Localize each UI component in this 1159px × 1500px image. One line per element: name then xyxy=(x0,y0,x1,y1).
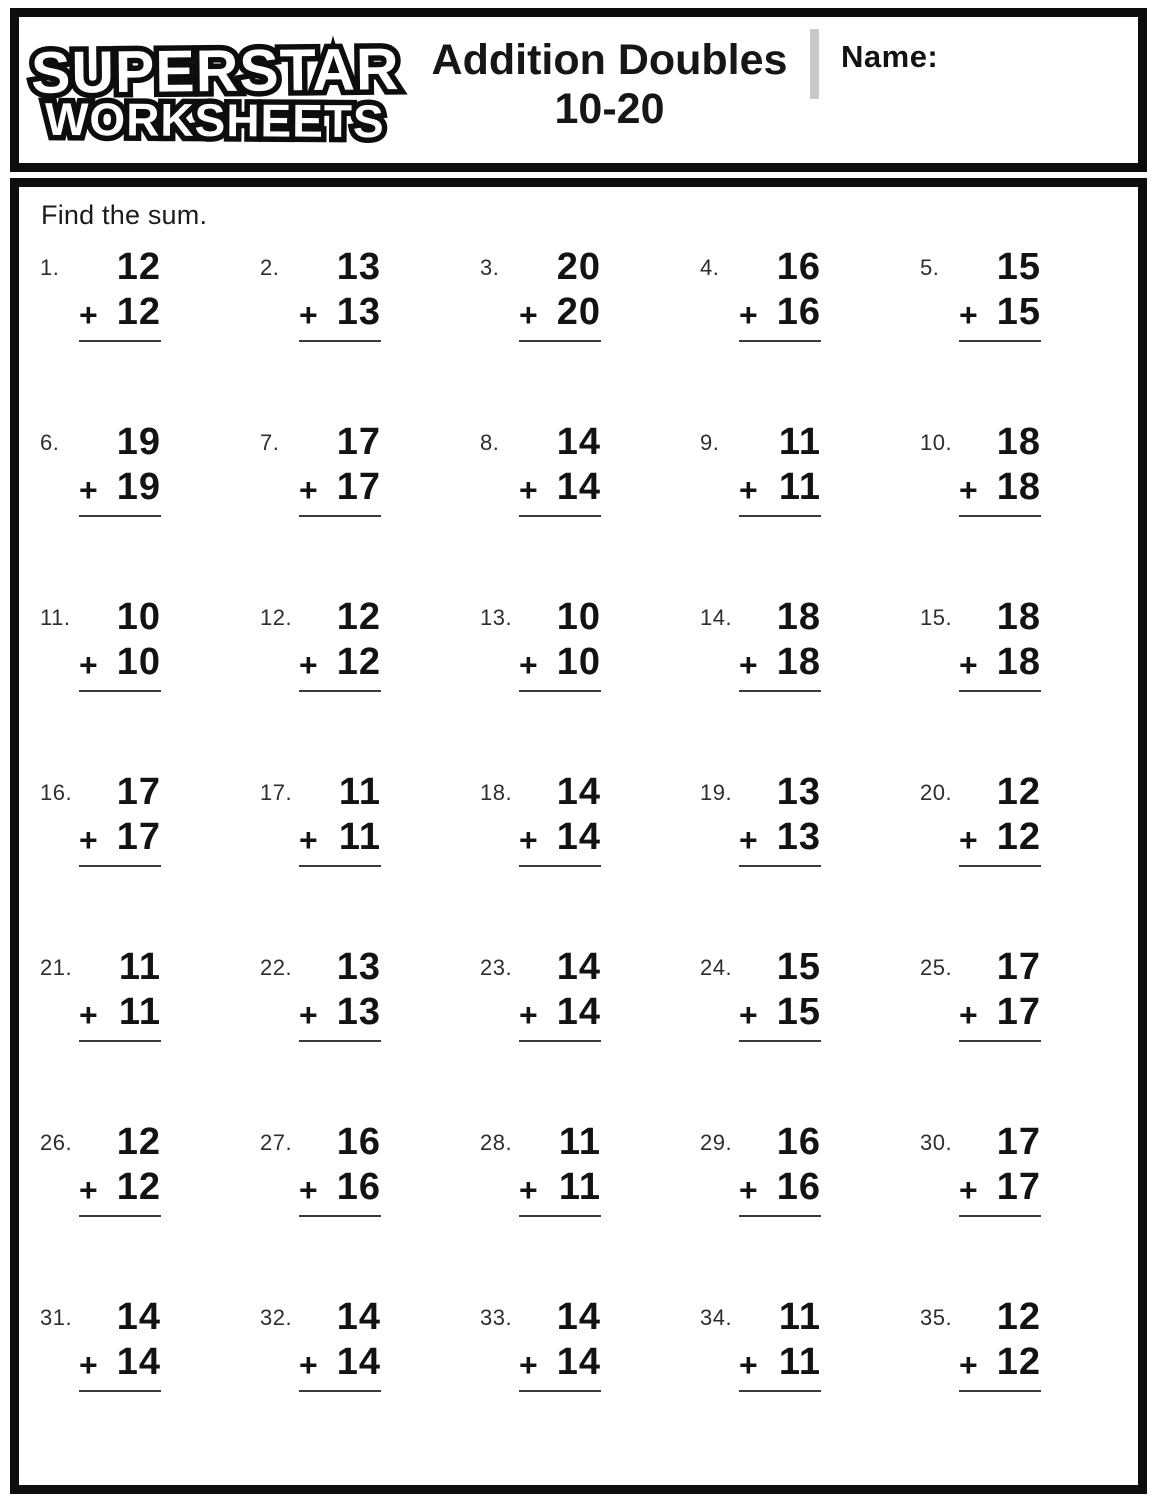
problem-body xyxy=(79,598,161,692)
bottom-operand-row xyxy=(79,643,161,681)
answer-line xyxy=(299,340,381,342)
problem-body xyxy=(519,248,601,342)
answer-line xyxy=(959,690,1041,692)
problem-body xyxy=(739,948,821,1042)
problem-number: 18. xyxy=(480,780,513,805)
problem-body xyxy=(299,1123,381,1217)
problem-body xyxy=(739,1123,821,1217)
bottom-operand: 12 xyxy=(116,291,161,333)
problem-30 xyxy=(913,1115,1133,1290)
bottom-operand: 14 xyxy=(556,816,601,858)
bottom-operand: 11 xyxy=(118,991,161,1033)
problem-15 xyxy=(913,590,1133,765)
bottom-operand: 14 xyxy=(336,1341,381,1383)
problem-34 xyxy=(693,1290,913,1465)
bottom-operand-row xyxy=(79,468,161,506)
top-operand: 12 xyxy=(996,1296,1041,1338)
bottom-operand: 14 xyxy=(116,1341,161,1383)
bottom-operand-row xyxy=(79,818,161,856)
problem-body xyxy=(299,248,381,342)
problem-10 xyxy=(913,415,1133,590)
problem-body xyxy=(959,948,1041,1042)
bottom-operand-row xyxy=(959,1343,1041,1381)
problem-27 xyxy=(253,1115,473,1290)
answer-line xyxy=(299,1215,381,1217)
bottom-operand-row xyxy=(79,993,161,1031)
bottom-operand-row xyxy=(519,643,601,681)
plus-sign: + xyxy=(739,1172,758,1208)
problem-number: 11. xyxy=(40,605,71,630)
bottom-operand-row xyxy=(739,643,821,681)
answer-line xyxy=(519,1390,601,1392)
bottom-operand-row xyxy=(299,643,381,681)
bottom-operand: 12 xyxy=(996,816,1041,858)
answer-line xyxy=(519,865,601,867)
bottom-operand-row xyxy=(739,993,821,1031)
problem-19 xyxy=(693,765,913,940)
problem-number: 4. xyxy=(700,255,720,280)
problem-8 xyxy=(473,415,693,590)
problem-number: 3. xyxy=(480,255,500,280)
answer-line xyxy=(739,515,821,517)
top-operand: 14 xyxy=(336,1296,381,1338)
bottom-operand-row xyxy=(519,293,601,331)
problem-number: 5. xyxy=(920,255,940,280)
problem-body xyxy=(739,773,821,867)
problem-number: 29. xyxy=(700,1130,733,1155)
problems-grid xyxy=(19,240,1138,1465)
problem-body xyxy=(519,948,601,1042)
problem-number: 8. xyxy=(480,430,500,455)
problem-13 xyxy=(473,590,693,765)
problem-9 xyxy=(693,415,913,590)
problem-body xyxy=(959,598,1041,692)
problem-body xyxy=(79,1123,161,1217)
plus-sign: + xyxy=(519,997,538,1033)
plus-sign: + xyxy=(299,1172,318,1208)
problem-number: 24. xyxy=(700,955,733,980)
problem-number: 28. xyxy=(480,1130,513,1155)
problem-12 xyxy=(253,590,473,765)
top-operand: 17 xyxy=(336,421,381,463)
top-operand: 15 xyxy=(996,246,1041,288)
top-operand: 13 xyxy=(776,771,821,813)
bottom-operand: 18 xyxy=(776,641,821,683)
plus-sign: + xyxy=(79,1172,98,1208)
top-operand: 14 xyxy=(556,771,601,813)
bottom-operand: 14 xyxy=(556,991,601,1033)
problem-body xyxy=(519,1298,601,1392)
answer-line xyxy=(959,515,1041,517)
bottom-operand-row xyxy=(519,993,601,1031)
problem-number: 33. xyxy=(480,1305,513,1330)
top-operand: 14 xyxy=(556,946,601,988)
bottom-operand: 17 xyxy=(116,816,161,858)
problem-body xyxy=(299,773,381,867)
problem-number: 22. xyxy=(260,955,293,980)
plus-sign: + xyxy=(519,1347,538,1383)
bottom-operand: 17 xyxy=(996,1166,1041,1208)
bottom-operand: 20 xyxy=(556,291,601,333)
problem-number: 2. xyxy=(260,255,280,280)
bottom-operand: 10 xyxy=(116,641,161,683)
answer-line xyxy=(299,1390,381,1392)
problem-body xyxy=(739,423,821,517)
problem-number: 17. xyxy=(260,780,293,805)
top-operand: 11 xyxy=(338,771,381,813)
answer-line xyxy=(519,690,601,692)
problem-number: 9. xyxy=(700,430,720,455)
problem-body xyxy=(519,773,601,867)
answer-line xyxy=(959,340,1041,342)
plus-sign: + xyxy=(299,647,318,683)
bottom-operand-row xyxy=(79,293,161,331)
problem-number: 31. xyxy=(40,1305,73,1330)
title-line-1: Addition Doubles xyxy=(431,35,788,84)
top-operand: 12 xyxy=(996,771,1041,813)
answer-line xyxy=(519,340,601,342)
top-operand: 10 xyxy=(556,596,601,638)
bottom-operand-row xyxy=(959,1168,1041,1206)
problem-23 xyxy=(473,940,693,1115)
bottom-operand-row xyxy=(519,818,601,856)
answer-line xyxy=(519,515,601,517)
worksheet-body xyxy=(10,178,1147,1494)
plus-sign: + xyxy=(79,297,98,333)
bottom-operand: 11 xyxy=(778,1341,821,1383)
bottom-operand-row xyxy=(519,468,601,506)
problem-body xyxy=(299,1298,381,1392)
bottom-operand-row xyxy=(739,293,821,331)
name-section xyxy=(808,17,1138,163)
answer-line xyxy=(79,1390,161,1392)
answer-line xyxy=(79,690,161,692)
top-operand: 11 xyxy=(558,1121,601,1163)
worksheet-title xyxy=(411,17,808,163)
plus-sign: + xyxy=(959,822,978,858)
plus-sign: + xyxy=(299,472,318,508)
problem-number: 35. xyxy=(920,1305,953,1330)
bottom-operand-row xyxy=(519,1343,601,1381)
bottom-operand-row xyxy=(299,818,381,856)
plus-sign: + xyxy=(739,647,758,683)
problem-body xyxy=(959,423,1041,517)
answer-line xyxy=(739,1215,821,1217)
bottom-operand: 19 xyxy=(116,466,161,508)
problem-16 xyxy=(33,765,253,940)
bottom-operand: 11 xyxy=(558,1166,601,1208)
problem-25 xyxy=(913,940,1133,1115)
problem-number: 15. xyxy=(920,605,953,630)
bottom-operand: 16 xyxy=(776,1166,821,1208)
plus-sign: + xyxy=(959,1347,978,1383)
plus-sign: + xyxy=(519,1172,538,1208)
problem-number: 7. xyxy=(260,430,280,455)
plus-sign: + xyxy=(959,997,978,1033)
bottom-operand-row xyxy=(79,1168,161,1206)
top-operand: 10 xyxy=(116,596,161,638)
answer-line xyxy=(79,1040,161,1042)
bottom-operand-row xyxy=(959,993,1041,1031)
answer-line xyxy=(299,515,381,517)
bottom-operand-row xyxy=(299,293,381,331)
problem-number: 32. xyxy=(260,1305,293,1330)
plus-sign: + xyxy=(299,822,318,858)
bottom-operand: 13 xyxy=(336,291,381,333)
bottom-operand: 11 xyxy=(778,466,821,508)
superstar-worksheets-logo xyxy=(19,17,411,163)
answer-line xyxy=(739,1040,821,1042)
bottom-operand-row xyxy=(519,1168,601,1206)
title-line-2: 10-20 xyxy=(554,85,665,133)
problem-32 xyxy=(253,1290,473,1465)
top-operand: 18 xyxy=(996,421,1041,463)
problem-3 xyxy=(473,240,693,415)
bottom-operand-row xyxy=(959,468,1041,506)
problem-body xyxy=(739,598,821,692)
top-operand: 17 xyxy=(996,946,1041,988)
problem-number: 12. xyxy=(260,605,293,630)
top-operand: 11 xyxy=(778,421,821,463)
bottom-operand: 14 xyxy=(556,466,601,508)
logo-text-worksheets: WORKSHEETS xyxy=(44,92,386,147)
problem-number: 13. xyxy=(480,605,513,630)
problem-number: 23. xyxy=(480,955,513,980)
plus-sign: + xyxy=(299,297,318,333)
answer-line xyxy=(299,1040,381,1042)
top-operand: 12 xyxy=(116,246,161,288)
answer-line xyxy=(79,340,161,342)
problem-11 xyxy=(33,590,253,765)
problem-body xyxy=(79,423,161,517)
problem-35 xyxy=(913,1290,1133,1465)
top-operand: 14 xyxy=(556,421,601,463)
problem-body xyxy=(79,1298,161,1392)
top-operand: 20 xyxy=(556,246,601,288)
problem-number: 6. xyxy=(40,430,60,455)
bottom-operand: 17 xyxy=(336,466,381,508)
plus-sign: + xyxy=(959,297,978,333)
plus-sign: + xyxy=(739,1347,758,1383)
problem-body xyxy=(299,948,381,1042)
problem-33 xyxy=(473,1290,693,1465)
plus-sign: + xyxy=(79,822,98,858)
bottom-operand: 16 xyxy=(776,291,821,333)
problem-2 xyxy=(253,240,473,415)
problem-number: 30. xyxy=(920,1130,953,1155)
problem-number: 10. xyxy=(920,430,953,455)
problem-number: 34. xyxy=(700,1305,733,1330)
problem-number: 21. xyxy=(40,955,73,980)
problem-6 xyxy=(33,415,253,590)
problem-number: 20. xyxy=(920,780,953,805)
bottom-operand: 18 xyxy=(996,641,1041,683)
top-operand: 13 xyxy=(336,946,381,988)
bottom-operand-row xyxy=(959,818,1041,856)
answer-line xyxy=(959,1040,1041,1042)
bottom-operand: 12 xyxy=(116,1166,161,1208)
answer-line xyxy=(959,865,1041,867)
bottom-operand-row xyxy=(959,293,1041,331)
logo-text-superstar: SUPERSTAR xyxy=(30,35,400,106)
problem-5 xyxy=(913,240,1133,415)
answer-line xyxy=(519,1215,601,1217)
plus-sign: + xyxy=(959,1172,978,1208)
problem-1 xyxy=(33,240,253,415)
problem-26 xyxy=(33,1115,253,1290)
plus-sign: + xyxy=(519,822,538,858)
bottom-operand-row xyxy=(739,468,821,506)
answer-line xyxy=(959,1390,1041,1392)
answer-line xyxy=(739,340,821,342)
plus-sign: + xyxy=(519,472,538,508)
problem-number: 14. xyxy=(700,605,733,630)
bottom-operand-row xyxy=(299,1343,381,1381)
problem-18 xyxy=(473,765,693,940)
problem-body xyxy=(959,248,1041,342)
bottom-operand: 10 xyxy=(556,641,601,683)
name-divider-bar xyxy=(810,29,819,99)
bottom-operand: 13 xyxy=(336,991,381,1033)
plus-sign: + xyxy=(519,297,538,333)
problem-body xyxy=(959,1298,1041,1392)
answer-line xyxy=(519,1040,601,1042)
problem-number: 25. xyxy=(920,955,953,980)
top-operand: 12 xyxy=(336,596,381,638)
top-operand: 19 xyxy=(116,421,161,463)
top-operand: 16 xyxy=(776,1121,821,1163)
answer-line xyxy=(79,865,161,867)
top-operand: 12 xyxy=(116,1121,161,1163)
problem-29 xyxy=(693,1115,913,1290)
problem-body xyxy=(519,423,601,517)
problem-28 xyxy=(473,1115,693,1290)
instruction-text: Find the sum. xyxy=(41,200,208,230)
bottom-operand: 13 xyxy=(776,816,821,858)
answer-line xyxy=(79,1215,161,1217)
problem-body xyxy=(519,598,601,692)
plus-sign: + xyxy=(959,472,978,508)
problem-body xyxy=(79,773,161,867)
top-operand: 18 xyxy=(996,596,1041,638)
plus-sign: + xyxy=(739,997,758,1033)
answer-line xyxy=(739,690,821,692)
top-operand: 14 xyxy=(556,1296,601,1338)
plus-sign: + xyxy=(79,997,98,1033)
problem-body xyxy=(79,248,161,342)
problem-body xyxy=(79,948,161,1042)
problem-17 xyxy=(253,765,473,940)
plus-sign: + xyxy=(739,297,758,333)
top-operand: 11 xyxy=(778,1296,821,1338)
answer-line xyxy=(299,865,381,867)
plus-sign: + xyxy=(739,472,758,508)
bottom-operand: 12 xyxy=(996,1341,1041,1383)
problem-body xyxy=(739,248,821,342)
plus-sign: + xyxy=(959,647,978,683)
top-operand: 16 xyxy=(776,246,821,288)
bottom-operand-row xyxy=(739,1343,821,1381)
top-operand: 15 xyxy=(776,946,821,988)
problem-4 xyxy=(693,240,913,415)
problem-body xyxy=(739,1298,821,1392)
problem-7 xyxy=(253,415,473,590)
problem-body xyxy=(299,423,381,517)
problem-21 xyxy=(33,940,253,1115)
problem-31 xyxy=(33,1290,253,1465)
bottom-operand-row xyxy=(299,1168,381,1206)
worksheet-header xyxy=(10,8,1147,172)
bottom-operand: 11 xyxy=(338,816,381,858)
plus-sign: + xyxy=(79,1347,98,1383)
bottom-operand-row xyxy=(299,468,381,506)
top-operand: 17 xyxy=(996,1121,1041,1163)
plus-sign: + xyxy=(519,647,538,683)
top-operand: 13 xyxy=(336,246,381,288)
bottom-operand: 17 xyxy=(996,991,1041,1033)
bottom-operand: 18 xyxy=(996,466,1041,508)
bottom-operand: 16 xyxy=(336,1166,381,1208)
problem-number: 19. xyxy=(700,780,733,805)
problem-number: 16. xyxy=(40,780,73,805)
problem-body xyxy=(959,1123,1041,1217)
problem-number: 1. xyxy=(40,255,60,280)
bottom-operand-row xyxy=(739,818,821,856)
answer-line xyxy=(79,515,161,517)
bottom-operand: 12 xyxy=(336,641,381,683)
top-operand: 16 xyxy=(336,1121,381,1163)
problem-body xyxy=(519,1123,601,1217)
problem-22 xyxy=(253,940,473,1115)
problem-14 xyxy=(693,590,913,765)
bottom-operand-row xyxy=(79,1343,161,1381)
name-label: Name: xyxy=(841,39,939,74)
problem-24 xyxy=(693,940,913,1115)
problem-number: 26. xyxy=(40,1130,73,1155)
plus-sign: + xyxy=(299,997,318,1033)
bottom-operand: 15 xyxy=(996,291,1041,333)
answer-line xyxy=(299,690,381,692)
bottom-operand-row xyxy=(959,643,1041,681)
bottom-operand: 15 xyxy=(776,991,821,1033)
answer-line xyxy=(739,865,821,867)
plus-sign: + xyxy=(79,647,98,683)
plus-sign: + xyxy=(739,822,758,858)
problem-body xyxy=(299,598,381,692)
answer-line xyxy=(739,1390,821,1392)
plus-sign: + xyxy=(299,1347,318,1383)
answer-line xyxy=(959,1215,1041,1217)
problem-body xyxy=(959,773,1041,867)
problem-20 xyxy=(913,765,1133,940)
plus-sign: + xyxy=(79,472,98,508)
bottom-operand: 14 xyxy=(556,1341,601,1383)
top-operand: 17 xyxy=(116,771,161,813)
bottom-operand-row xyxy=(739,1168,821,1206)
top-operand: 14 xyxy=(116,1296,161,1338)
top-operand: 18 xyxy=(776,596,821,638)
problem-number: 27. xyxy=(260,1130,293,1155)
bottom-operand-row xyxy=(299,993,381,1031)
top-operand: 11 xyxy=(118,946,161,988)
